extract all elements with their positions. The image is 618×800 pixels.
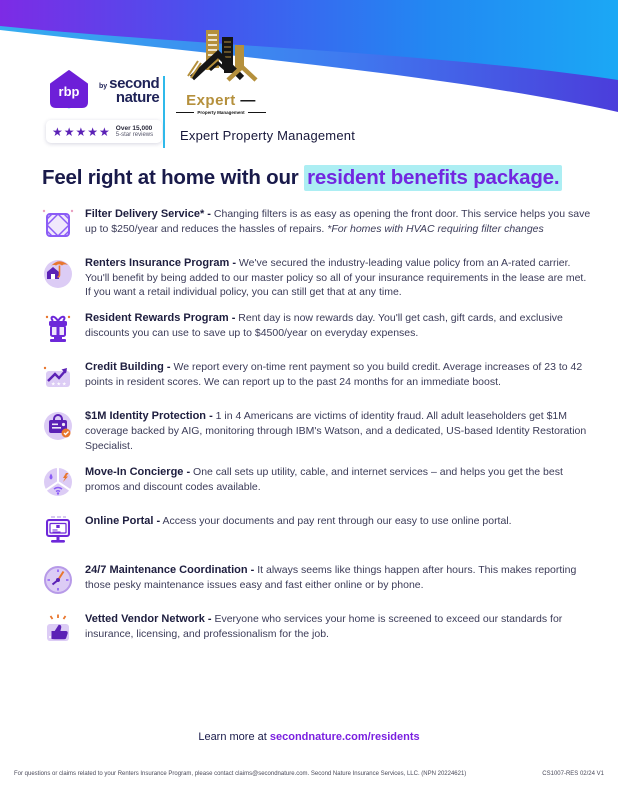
partner-logo-wordmark: Expert — xyxy=(186,92,256,109)
benefit-item-move-in-concierge xyxy=(40,464,592,502)
benefit-title: Online Portal - xyxy=(85,514,161,527)
benefit-description: We report every on-time rent payment so you build credit. Average increases of 23 to 42 points in resident scores. We can report up to the past 24 months for an immediate boost. xyxy=(85,361,583,389)
second-nature-wordmark: second nature xyxy=(109,74,160,106)
fineprint xyxy=(14,771,604,777)
monitor-icon xyxy=(40,513,76,549)
reviews-count: Over 15,000 xyxy=(115,125,153,132)
clock-icon xyxy=(40,562,76,598)
benefit-description: We've secured the industry-leading value policy from an A-rated carrier. You'll benefit by being added to our master policy so all of your insurance requirements in the lease are met. If you want a retail individual policy, you can still get that at any time. xyxy=(85,257,587,299)
benefit-title: Move-In Concierge - xyxy=(85,465,191,478)
disclaimer-text: For questions or claims related to your Renters Insurance Program, please contact claims@secondnature.com. Second Nature Insurance Services, LLC. (NPN 20224621) xyxy=(14,771,467,777)
learn-more-prefix: Learn more at xyxy=(198,731,267,743)
benefit-title: Filter Delivery Service* - xyxy=(85,208,211,220)
benefit-item-identity-protection xyxy=(40,408,592,452)
svg-text:★: ★ xyxy=(62,381,67,388)
benefit-description: Everyone who services your home is screened to exceed our standards for insurance, licensing, and professionalism for the job. xyxy=(85,612,563,640)
svg-text:★: ★ xyxy=(51,381,56,388)
rbp-badge-icon xyxy=(46,68,92,114)
benefit-item-renters-insurance xyxy=(40,255,592,299)
benefit-title: Vetted Vendor Network - xyxy=(85,612,212,625)
benefit-description: Rent day is now rewards day. You'll get cash, gift cards, and exclusive discounts you can use to save up to $4500/year on everyday expenses. xyxy=(85,312,563,340)
benefit-title: 24/7 Maintenance Coordination - xyxy=(85,563,255,576)
svg-text:rbp: rbp xyxy=(58,84,80,99)
benefits-list xyxy=(40,206,592,660)
reviews-caption: 5-star reviews xyxy=(115,132,154,138)
benefit-title: Renters Insurance Program - xyxy=(85,257,236,269)
id-card-lock-icon xyxy=(40,408,76,444)
benefit-item-credit-building xyxy=(40,359,592,397)
benefit-title: Resident Rewards Program - xyxy=(85,312,236,325)
rbp-logo xyxy=(46,68,159,114)
by-label: by xyxy=(99,82,108,90)
benefit-description: 1 in 4 Americans are victims of identity fraud. All adult leaseholders get $1M coverage backed by AIG, monitoring through IBM's Watson, and a dedicated, US-based Identity Restoration Specialist. xyxy=(85,410,587,452)
credit-chart-icon xyxy=(40,359,76,395)
document-code: CS1007-RES 02/24 V1 xyxy=(542,771,604,777)
benefit-title: $1M Identity Protection - xyxy=(85,410,213,423)
headline-highlight: resident benefits package. xyxy=(304,165,562,191)
partner-name: Expert Property Management xyxy=(180,128,356,143)
benefit-item-resident-rewards xyxy=(40,310,592,348)
benefit-item-online-portal xyxy=(40,513,592,551)
reviews-badge xyxy=(46,120,162,143)
benefit-description: Access your documents and pay rent through our easy to use online portal. xyxy=(162,514,512,527)
page-title: Feel right at home with our resident benefits package. xyxy=(42,165,604,192)
residents-link[interactable]: secondnature.com/residents xyxy=(269,731,420,743)
filter-icon xyxy=(40,206,76,242)
benefit-description: Changing filters is as easy as opening the front door. This service helps you save up to $250/year and reduces the hassles of repairs. xyxy=(85,208,591,235)
benefit-description: It always seems like things happen after hours. This makes reporting those pesky maintenance issues easy and fast either online or by phone. xyxy=(85,563,577,591)
umbrella-house-icon xyxy=(40,255,76,291)
benefit-item-filter-delivery xyxy=(40,206,592,244)
five-stars-icon: ★★★★★ xyxy=(52,124,111,139)
learn-more-line xyxy=(0,731,618,743)
partner-logo-subtitle: Property Management xyxy=(176,110,266,115)
svg-text:★: ★ xyxy=(56,381,61,388)
partner-logo xyxy=(176,30,266,115)
benefit-item-maintenance xyxy=(40,562,592,600)
benefit-item-vendor-network xyxy=(40,611,592,649)
benefit-title: Credit Building - xyxy=(85,361,171,374)
utilities-pie-icon xyxy=(40,464,76,500)
thumbs-up-icon xyxy=(40,611,76,647)
benefit-description: One call sets up utility, cable, and internet services – and helps you get the best promos and discount codes available. xyxy=(85,465,563,493)
buildings-icon xyxy=(182,30,260,88)
header-divider xyxy=(163,76,165,148)
benefit-note: *For homes with HVAC requiring filter changes xyxy=(327,222,544,235)
gift-icon xyxy=(40,310,76,346)
